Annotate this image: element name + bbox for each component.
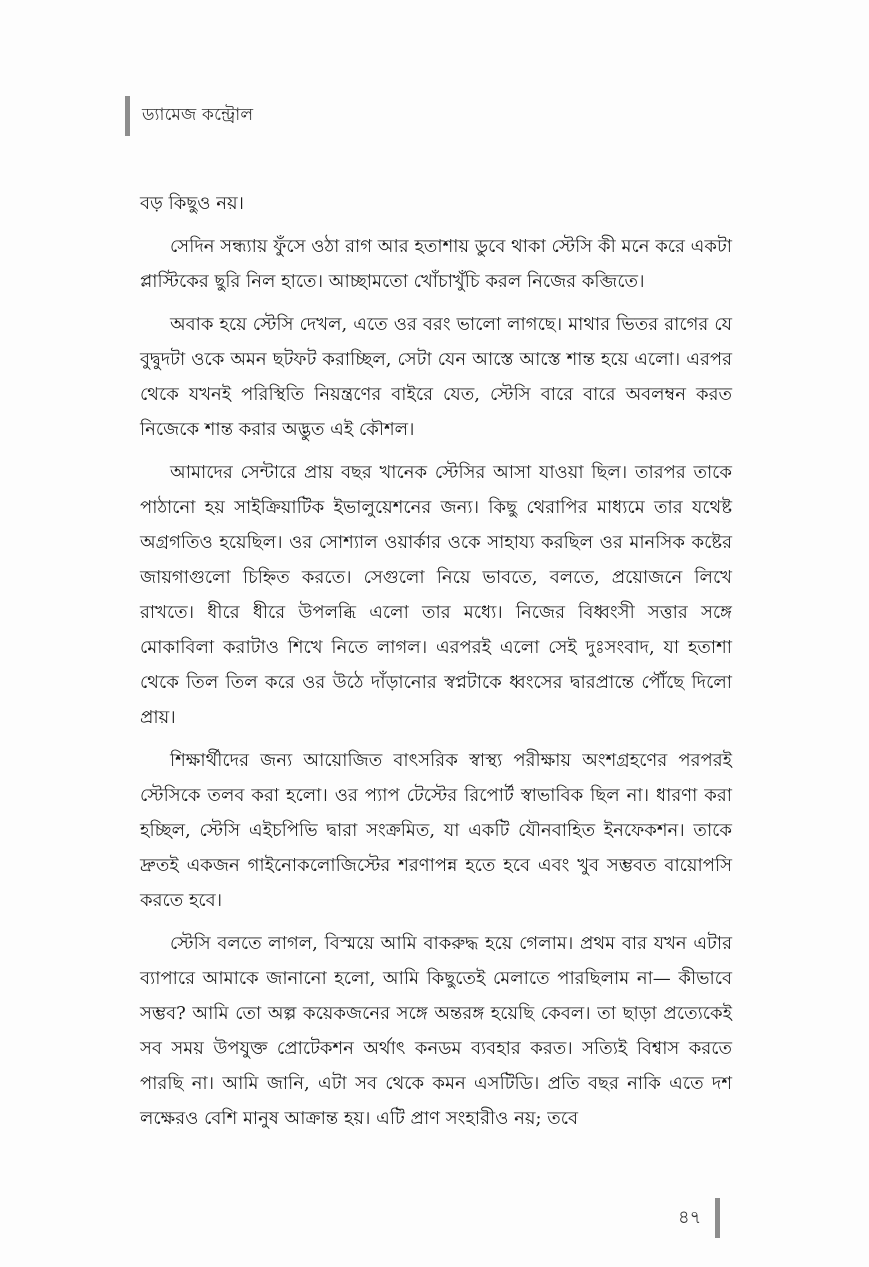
paragraph: সেদিন সন্ধ্যায় ফুঁসে ওঠা রাগ আর হতাশায় ডুবে থাকা স্টেসি কী মনে করে একটা প্লাস্টিকের ছুরি নিল হাতে। আচ্ছামতো খোঁচাখুঁচি করল নিজের কব্জিতে। xyxy=(140,236,732,292)
paragraph: অবাক হয়ে স্টেসি দেখল, এতে ওর বরং ভালো লাগছে। মাথার ভিতর রাগের যে বুদ্বুদটা ওকে অমন ছটফট করাচ্ছিল, সেটা যেন আস্তে আস্তে শান্ত হয়ে এলো। এরপর থেকে যখনই পরিস্থিতি নিয়ন্ত্রণের বাইরে যেত, স্টেসি বারে বারে অবলম্বন করত নিজেকে শান্ত করার অদ্ভুত এই কৌশল। xyxy=(140,314,732,440)
page-number: ৪৭ xyxy=(678,1206,702,1228)
folio-bar xyxy=(715,1198,720,1238)
running-head xyxy=(125,96,253,136)
paragraph: স্টেসি বলতে লাগল, বিস্ময়ে আমি বাকরুদ্ধ হয়ে গেলাম। প্রথম বার যখন এটার ব্যাপারে আমাকে জানানো হলো, আমি কিছুতেই মেলাতে পারছিলাম না— কীভাবে সম্ভব? আমি তো অল্প কয়েকজনের সঙ্গে অন্তরঙ্গ হয়েছি কেবল। তা ছাড়া প্রত্যেকেই সব সময় উপযুক্ত প্রোটেকশন অর্থাৎ কনডম ব্যবহার করত। সত্যিই বিশ্বাস করতে পারছি না। আমি জানি, এটা সব থেকে কমন এসটিডি। প্রতি বছর নাকি এতে দশ লক্ষেরও বেশি মানুষ আক্রান্ত হয়। এটি প্রাণ সংহারীও নয়; তবে xyxy=(140,933,732,1129)
paragraph: আমাদের সেন্টারে প্রায় বছর খানেক স্টেসির আসা যাওয়া ছিল। তারপর তাকে পাঠানো হয় সাইক্রিয়াটিক ইভালুয়েশনের জন্য। কিছু থেরাপির মাধ্যমে তার যথেষ্ট অগ্রগতিও হয়েছিল। ওর সোশ্যাল ওয়ার্কার ওকে সাহায্য করছিল ওর মানসিক কষ্টের জায়গাগুলো চিহ্নিত করতে। সেগুলো নিয়ে ভাবতে, বলতে, প্রয়োজনে লিখে রাখতে। ধীরে ধীরে উপলব্ধি এলো তার মধ্যে। নিজের বিধ্বংসী সত্তার সঙ্গে মোকাবিলা করাটাও শিখে নিতে লাগল। এরপরই এলো সেই দুঃসংবাদ, যা হতাশা থেকে তিল তিল করে ওর উঠে দাঁড়ানোর স্বপ্নটাকে ধ্বংসের দ্বারপ্রান্তে পৌঁছে দিলো প্রায়। xyxy=(140,462,732,728)
running-head-bar xyxy=(125,96,130,136)
running-head-title: ড্যামেজ কন্ট্রোল xyxy=(142,105,254,125)
folio xyxy=(678,1198,720,1238)
paragraph-continuation: বড় কিছুও নয়। xyxy=(140,193,244,214)
body-text xyxy=(140,186,732,1144)
paragraph: শিক্ষার্থীদের জন্য আয়োজিত বাৎসরিক স্বাস্থ্য পরীক্ষায় অংশগ্রহণের পরপরই স্টেসিকে তলব করা হলো। ওর প্যাপ টেস্টের রিপোর্ট স্বাভাবিক ছিল না। ধারণা করা হচ্ছিল, স্টেসি এইচপিভি দ্বারা সংক্রমিত, যা একটি যৌনবাহিত ইনফেকশন। তাকে দ্রুতই একজন গাইনোকলোজিস্টের শরণাপন্ন হতে হবে এবং খুব সম্ভবত বায়োপসি করতে হবে। xyxy=(140,750,732,911)
